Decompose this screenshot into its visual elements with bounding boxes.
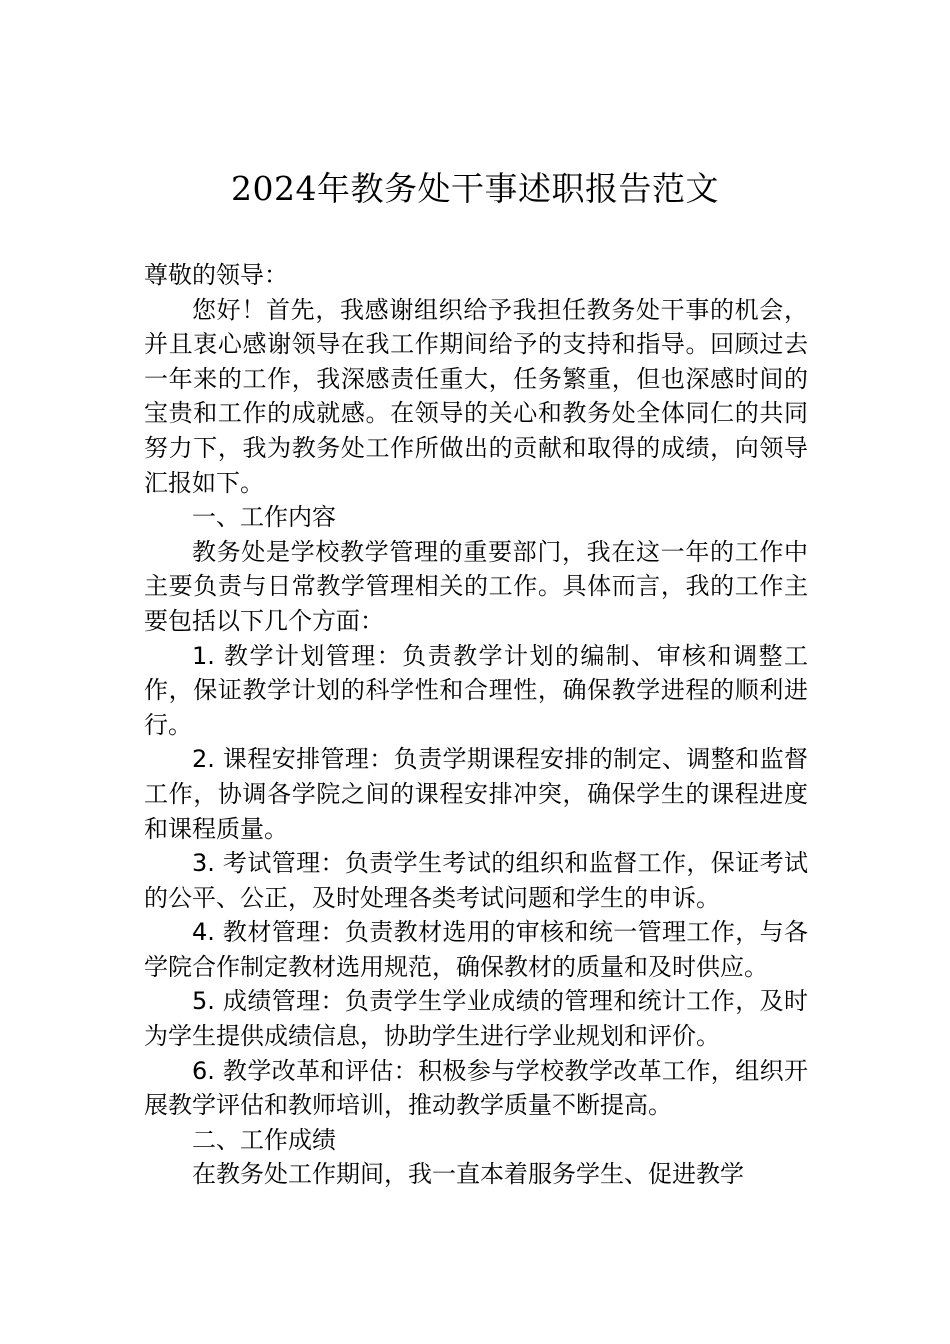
paragraph-work-overview: 教务处是学校教学管理的重要部门，我在这一年的工作中主要负责与日常教学管理相关的工作。具体而言，我的工作主要包括以下几个方面： xyxy=(144,537,808,635)
section-heading-work-content: 一、工作内容 xyxy=(192,503,336,532)
salutation: 尊敬的领导： xyxy=(144,261,288,289)
list-item-course-scheduling: 2. 课程安排管理：负责学期课程安排的制定、调整和监督工作，协调各学院之间的课程安排冲突，确保学生的课程进度和课程质量。 xyxy=(144,745,808,843)
paragraph-intro: 您好！首先，我感谢组织给予我担任教务处干事的机会，并且衷心感谢领导在我工作期间给予的支持和指导。回顾过去一年来的工作，我深感责任重大，任务繁重，但也深感时间的宝贵和工作的成就感。在领导的关心和教务处全体同仁的共同努力下，我为教务处工作所做出的贡献和取得的成绩，向领导汇报如下。 xyxy=(144,295,808,497)
section-heading-achievements: 二、工作成绩 xyxy=(192,1125,336,1154)
list-item-exam-management: 3. 考试管理：负责学生考试的组织和监督工作，保证考试的公平、公正，及时处理各类考试问题和学生的申诉。 xyxy=(144,849,808,912)
document-body xyxy=(144,258,808,1192)
paragraph-achievements-start: 在教务处工作期间，我一直本着服务学生、促进教学 xyxy=(192,1160,744,1189)
list-item-teaching-plan: 1. 教学计划管理：负责教学计划的编制、审核和调整工作，保证教学计划的科学性和合理性，确保教学进程的顺利进行。 xyxy=(144,641,808,739)
list-item-teaching-reform: 6. 教学改革和评估：积极参与学校教学改革工作，组织开展教学评估和教师培训，推动教学质量不断提高。 xyxy=(144,1056,808,1120)
list-item-textbook-management: 4. 教材管理：负责教材选用的审核和统一管理工作，与各学院合作制定教材选用规范，确保教材的质量和及时供应。 xyxy=(144,918,808,981)
list-item-grade-management: 5. 成绩管理：负责学生学业成绩的管理和统计工作，及时为学生提供成绩信息，协助学生进行学业规划和评价。 xyxy=(144,987,808,1051)
document-title: 2024年教务处干事述职报告范文 xyxy=(231,169,719,208)
